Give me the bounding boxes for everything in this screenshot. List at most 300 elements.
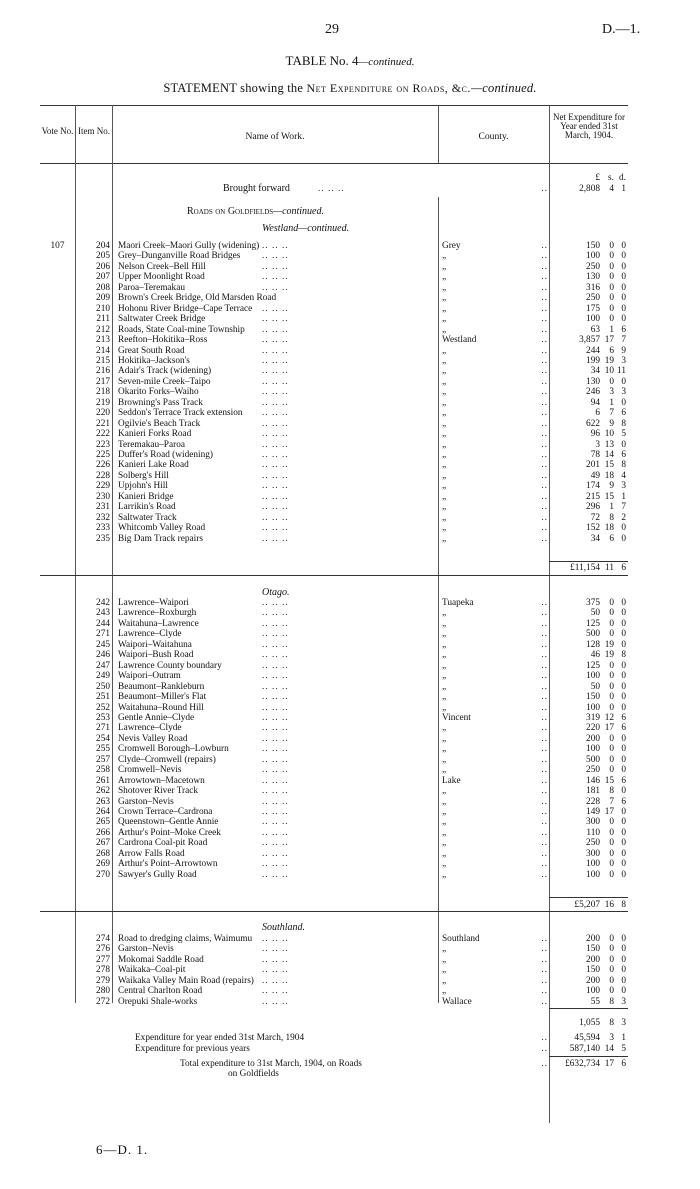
table-row <box>40 765 628 775</box>
leader-dots: .. .. .. <box>262 765 289 776</box>
leader-dots: .. <box>541 954 548 965</box>
table-row <box>40 629 628 639</box>
total-previous-row <box>40 1044 628 1054</box>
leader-dots: .. .. .. <box>262 533 289 544</box>
table-row <box>40 640 628 650</box>
shillings-value: 0 <box>609 702 614 713</box>
shillings-value: 8 <box>609 1018 614 1028</box>
grand-total-label-row <box>40 1069 628 1079</box>
pence-value: 4 <box>621 470 626 481</box>
header-bottom-rule <box>40 163 628 164</box>
county-name: Grey <box>442 241 461 251</box>
county-name: „ <box>442 355 447 366</box>
leader-dots: .. <box>541 859 548 870</box>
leader-dots: .. .. .. <box>262 450 289 460</box>
leader-dots: .. .. .. <box>262 335 289 346</box>
pounds-value: 34 <box>590 366 600 377</box>
table-row <box>40 471 628 481</box>
shillings-value: 7 <box>609 408 614 419</box>
pence-value: 0 <box>621 786 626 797</box>
item-number: 249 <box>96 671 110 682</box>
item-number: 226 <box>96 460 110 471</box>
work-name: Queenstown–Gentle Annie <box>118 817 219 828</box>
leader-dots: .. <box>541 775 548 786</box>
work-name: Paroa–Teremakau <box>118 282 185 293</box>
pounds-value: 100 <box>586 869 600 880</box>
leader-dots: .. .. .. <box>262 608 289 619</box>
pence-value: 6 <box>621 775 626 786</box>
table-row <box>40 997 628 1007</box>
leader-dots: .. .. .. <box>262 975 289 986</box>
pence-value: 0 <box>621 608 626 619</box>
pence-value: 0 <box>621 261 626 272</box>
pence-value: 0 <box>621 272 626 283</box>
table-row <box>40 502 628 512</box>
pence-value: 0 <box>621 765 626 776</box>
county-name: Westland <box>442 335 477 346</box>
pounds-value: 100 <box>586 744 600 755</box>
pence-value: 0 <box>621 533 626 544</box>
pence-value: 0 <box>621 827 626 838</box>
statement-suffix: —continued. <box>470 81 537 95</box>
work-name: Seddon's Terrace Track extension <box>118 408 243 419</box>
county-name: „ <box>442 314 447 325</box>
item-number: 204 <box>96 241 110 251</box>
county-name: „ <box>442 608 447 619</box>
pounds-value: 319 <box>586 712 600 723</box>
shillings-value: 0 <box>609 293 614 304</box>
table-row <box>40 608 628 618</box>
county-name: „ <box>442 366 447 377</box>
item-number: 210 <box>96 303 110 314</box>
shillings-value: 1 <box>609 324 614 335</box>
leader-dots: .. .. .. <box>262 502 289 513</box>
pounds-value: 100 <box>586 671 600 682</box>
county-name: „ <box>442 944 447 955</box>
pounds-value: 46 <box>590 650 600 661</box>
leader-dots: .. <box>541 618 548 629</box>
pounds-value: 174 <box>586 481 600 492</box>
table-row <box>40 440 628 450</box>
table-row <box>40 293 628 303</box>
leader-dots: .. <box>541 491 548 502</box>
table-row <box>40 755 628 765</box>
pence-value: 0 <box>621 869 626 880</box>
pounds-value: 55 <box>590 996 600 1007</box>
shillings-value: 0 <box>609 986 614 997</box>
item-number: 214 <box>96 345 110 356</box>
work-name: Brown's Creek Bridge, Old Marsden Road <box>118 293 277 304</box>
item-number: 254 <box>96 733 110 744</box>
county-name: „ <box>442 261 447 272</box>
county-name: „ <box>442 765 447 776</box>
shillings-value: 16 <box>604 900 614 910</box>
leader-dots: .. .. .. <box>262 702 289 713</box>
table-row <box>40 828 628 838</box>
pounds-value: £632,734 <box>565 1059 600 1069</box>
county-name: „ <box>442 502 447 513</box>
work-name: Waitahuna–Lawrence <box>118 618 199 629</box>
shillings-value: 0 <box>609 618 614 629</box>
item-number: 217 <box>96 376 110 387</box>
leader-dots: .. <box>541 241 548 251</box>
unit-pounds: £ <box>595 173 600 183</box>
shillings-value: 0 <box>609 272 614 283</box>
county-name: „ <box>442 345 447 356</box>
shillings-value: 0 <box>609 671 614 682</box>
table-row <box>40 513 628 523</box>
county-name: „ <box>442 681 447 692</box>
pence-value: 0 <box>621 397 626 408</box>
table-row <box>40 859 628 869</box>
county-name: „ <box>442 450 447 460</box>
leader-dots: .. <box>541 944 548 955</box>
pounds-value: 3 <box>595 439 600 450</box>
county-name: „ <box>442 251 447 262</box>
leader-dots: .. .. .. <box>262 408 289 419</box>
item-number: 230 <box>96 491 110 502</box>
pence-value: 6 <box>621 796 626 807</box>
shillings-value: 0 <box>609 598 614 608</box>
leader-dots: .. .. .. <box>262 859 289 870</box>
county-name: „ <box>442 692 447 703</box>
table-row <box>40 934 628 944</box>
shillings-value: 15 <box>604 491 614 502</box>
county-name: „ <box>442 470 447 481</box>
leader-dots: .. <box>541 796 548 807</box>
leader-dots: .. .. .. <box>262 251 289 262</box>
pence-value: 0 <box>621 671 626 682</box>
item-number: 252 <box>96 702 110 713</box>
item-number: 228 <box>96 470 110 481</box>
pence-value: 9 <box>621 345 626 356</box>
pounds-value: 149 <box>586 807 600 817</box>
leader-dots: .. <box>541 439 548 450</box>
county-name: „ <box>442 796 447 807</box>
pence-value: 6 <box>621 712 626 723</box>
pounds-value: 50 <box>590 608 600 619</box>
work-name: Grey–Dunganville Road Bridges <box>118 251 241 262</box>
shillings-value: 0 <box>609 261 614 272</box>
shillings-value: 0 <box>609 251 614 262</box>
leader-dots: .. .. .. <box>262 786 289 797</box>
leader-dots: .. <box>541 450 548 460</box>
leader-dots: .. .. .. <box>262 418 289 429</box>
table-row <box>40 776 628 786</box>
item-number: 268 <box>96 848 110 859</box>
table-row <box>40 481 628 491</box>
document-reference: D.—1. <box>602 22 641 37</box>
leader-dots: .. <box>541 345 548 356</box>
pounds-value: 201 <box>586 460 600 471</box>
item-number: 213 <box>96 335 110 346</box>
county-name: „ <box>442 869 447 880</box>
county-name: „ <box>442 859 447 870</box>
table-row <box>40 241 628 251</box>
county-name: „ <box>442 491 447 502</box>
table-row <box>40 713 628 723</box>
footer-signature: 6—D. 1. <box>96 1142 149 1157</box>
work-name: Waikaka Valley Main Road (repairs) <box>118 975 254 986</box>
pence-value: 0 <box>621 848 626 859</box>
pounds-value: 500 <box>586 754 600 765</box>
expenditure-table <box>40 105 628 1123</box>
shillings-value: 0 <box>609 848 614 859</box>
work-name: Arthur's Point–Moke Creek <box>118 827 221 838</box>
table-title-main: TABLE No. 4 <box>285 53 359 68</box>
pounds-value: 228 <box>586 796 600 807</box>
leader-dots: .. <box>541 533 548 544</box>
shillings-value: 13 <box>604 439 614 450</box>
pence-value: 0 <box>621 293 626 304</box>
leader-dots: .. <box>541 1059 548 1069</box>
item-number: 246 <box>96 650 110 661</box>
item-number: 206 <box>96 261 110 272</box>
pounds-value: 45,594 <box>574 1033 600 1043</box>
table-row <box>40 325 628 335</box>
leader-dots: .. .. .. <box>262 282 289 293</box>
item-number: 261 <box>96 775 110 786</box>
shillings-value: 0 <box>609 869 614 880</box>
header-name: Name of Work. <box>245 131 305 142</box>
leader-dots: .. <box>541 996 548 1007</box>
leader-dots: .. .. .. <box>262 807 289 817</box>
county-name: „ <box>442 523 447 534</box>
shillings-value: 0 <box>609 754 614 765</box>
leader-dots: .. .. .. <box>262 671 289 682</box>
leader-dots: .. .. .. <box>262 944 289 955</box>
shillings-value: 0 <box>609 944 614 955</box>
shillings-value: 0 <box>609 934 614 944</box>
pounds-value: £11,154 <box>570 563 600 573</box>
pence-value: 0 <box>621 598 626 608</box>
table-row <box>40 450 628 460</box>
shillings-value: 0 <box>609 681 614 692</box>
grand-total-rule <box>549 1056 628 1057</box>
item-number: 243 <box>96 608 110 619</box>
section-title: Southland. <box>262 922 306 933</box>
work-name: Road to dredging claims, Waimumu <box>118 934 253 944</box>
leader-dots: .. <box>541 692 548 703</box>
leader-dots: .. <box>541 754 548 765</box>
item-number: 269 <box>96 859 110 870</box>
item-number: 244 <box>96 618 110 629</box>
pounds-value: 49 <box>590 470 600 481</box>
pence-value: 0 <box>621 807 626 817</box>
pence-value: 0 <box>621 376 626 387</box>
pounds-value: 200 <box>586 733 600 744</box>
leader-dots: .. <box>541 807 548 817</box>
leader-dots: .. <box>541 817 548 828</box>
item-number: 208 <box>96 282 110 293</box>
work-name: Duffer's Road (widening) <box>118 450 213 460</box>
leader-dots: .. <box>541 650 548 661</box>
work-name: Clyde–Cromwell (repairs) <box>118 754 216 765</box>
pounds-value: 110 <box>586 827 600 838</box>
item-number: 272 <box>96 996 110 1007</box>
table-row <box>40 398 628 408</box>
work-name: Lawrence–Waipori <box>118 598 190 608</box>
leader-dots: .. .. .. <box>262 376 289 387</box>
leader-dots: .. .. .. <box>262 733 289 744</box>
work-name: Saltwater Creek Bridge <box>118 314 206 325</box>
table-row <box>40 366 628 376</box>
item-number: 262 <box>96 786 110 797</box>
item-number: 242 <box>96 598 110 608</box>
table-row <box>40 744 628 754</box>
leader-dots: .. <box>541 733 548 744</box>
item-number: 219 <box>96 397 110 408</box>
leader-dots: .. <box>541 502 548 513</box>
work-name: Roads, State Coal-mine Township <box>118 324 245 335</box>
shillings-value: 0 <box>609 838 614 849</box>
pounds-value: 246 <box>586 387 600 398</box>
item-number: 247 <box>96 660 110 671</box>
section-subtotal <box>40 900 628 910</box>
item-number: 276 <box>96 944 110 955</box>
shillings-value: 0 <box>609 765 614 776</box>
statement-heading <box>0 81 700 96</box>
leader-dots: .. <box>541 512 548 523</box>
item-number: 264 <box>96 807 110 817</box>
item-number: 271 <box>96 629 110 640</box>
leader-dots: .. .. .. <box>262 618 289 629</box>
leader-dots: .. .. .. <box>262 397 289 408</box>
pounds-value: 96 <box>590 429 600 440</box>
pounds-value: 500 <box>586 629 600 640</box>
table-row <box>40 429 628 439</box>
leader-dots: .. <box>541 418 548 429</box>
leader-dots: .. .. .. <box>262 491 289 502</box>
item-number: 229 <box>96 481 110 492</box>
work-name: Okarito Forks–Waiho <box>118 387 199 398</box>
pounds-value: 100 <box>586 314 600 325</box>
leader-dots: .. <box>541 608 548 619</box>
shillings-value: 0 <box>609 241 614 251</box>
work-name: Mokomai Saddle Road <box>118 954 204 965</box>
pence-value: 3 <box>621 355 626 366</box>
leader-dots: .. <box>541 869 548 880</box>
item-number: 278 <box>96 965 110 976</box>
pence-value: 0 <box>621 629 626 640</box>
table-row <box>40 734 628 744</box>
leader-dots: .. .. .. <box>262 324 289 335</box>
county-name: „ <box>442 723 447 734</box>
table-row <box>40 817 628 827</box>
work-name: Cromwell Borough–Lowburn <box>118 744 229 755</box>
table-row <box>40 377 628 387</box>
total-year-label: Expenditure for year ended 31st March, 1904 <box>135 1033 305 1043</box>
leader-dots: .. .. .. <box>262 996 289 1007</box>
leader-dots: .. .. .. <box>262 965 289 976</box>
work-name: Big Dam Track repairs <box>118 533 203 544</box>
item-number: 218 <box>96 387 110 398</box>
county-name: „ <box>442 838 447 849</box>
leader-dots: .. .. .. <box>262 650 289 661</box>
leader-dots: .. .. .. <box>262 775 289 786</box>
leader-dots: .. .. .. <box>262 261 289 272</box>
county-name: Southland <box>442 934 480 944</box>
leader-dots: .. .. .. <box>262 954 289 965</box>
leader-dots: .. .. .. <box>262 848 289 859</box>
county-name: „ <box>442 848 447 859</box>
leader-dots: .. .. .. <box>262 934 289 944</box>
table-row <box>40 314 628 324</box>
leader-dots: .. .. .. <box>262 481 289 492</box>
shillings-value: 15 <box>604 775 614 786</box>
leader-dots: .. <box>541 848 548 859</box>
work-name: Upper Moonlight Road <box>118 272 205 283</box>
county-name: „ <box>442 293 447 304</box>
pounds-value: 125 <box>586 618 600 629</box>
shillings-value: 0 <box>609 733 614 744</box>
shillings-value: 14 <box>604 450 614 460</box>
leader-dots: .. .. .. <box>262 986 289 997</box>
work-name: Ogilvie's Beach Track <box>118 418 201 429</box>
pence-value: 0 <box>621 702 626 713</box>
shillings-value: 0 <box>609 817 614 828</box>
leader-dots: .. <box>541 314 548 325</box>
header-county: County. <box>478 131 509 142</box>
goldfields-heading-sc: Roads on Goldfields <box>187 206 274 217</box>
work-name: Waitahuna–Round Hill <box>118 702 204 713</box>
work-name: Shotover River Track <box>118 786 199 797</box>
shillings-value: 0 <box>609 608 614 619</box>
pounds-value: 300 <box>586 848 600 859</box>
county-name: „ <box>442 954 447 965</box>
leader-dots: .. <box>541 965 548 976</box>
pounds-value: 3,857 <box>579 335 600 346</box>
item-number: 250 <box>96 681 110 692</box>
table-row <box>40 492 628 502</box>
table-row <box>40 304 628 314</box>
shillings-value: 1 <box>609 397 614 408</box>
table-row <box>40 534 628 544</box>
pounds-value: 6 <box>595 408 600 419</box>
county-name: Lake <box>442 775 461 786</box>
leader-dots: .. <box>541 261 548 272</box>
pence-value: 0 <box>621 618 626 629</box>
table-row <box>40 283 628 293</box>
table-row <box>40 786 628 796</box>
brought-forward-label: Brought forward <box>223 183 290 194</box>
table-row <box>40 356 628 366</box>
work-name: Whitcomb Valley Road <box>118 523 206 534</box>
work-name: Browning's Pass Track <box>118 397 203 408</box>
table-row <box>40 870 628 880</box>
pounds-value: 250 <box>586 293 600 304</box>
leader-dots: .. .. .. <box>262 723 289 734</box>
leader-dots: .. .. .. <box>262 314 289 325</box>
pence-value: 3 <box>621 481 626 492</box>
grand-total-label-1: Total expenditure to 31st March, 1904, on Roads <box>180 1059 362 1069</box>
leader-dots: .. .. .. <box>262 744 289 755</box>
pounds-value: 316 <box>586 282 600 293</box>
table-row <box>40 797 628 807</box>
work-name: Garston–Nevis <box>118 944 174 955</box>
pence-value: 3 <box>621 996 626 1007</box>
county-name: „ <box>442 439 447 450</box>
pence-value: 0 <box>621 986 626 997</box>
work-name: Waipori–Waitahuna <box>118 639 192 650</box>
pounds-value: 199 <box>586 355 600 366</box>
leader-dots: .. .. .. <box>262 355 289 366</box>
item-number: 279 <box>96 975 110 986</box>
table-row <box>40 965 628 975</box>
table-title-suffix: —continued. <box>358 56 415 68</box>
county-name: „ <box>442 512 447 523</box>
table-title <box>0 53 700 69</box>
